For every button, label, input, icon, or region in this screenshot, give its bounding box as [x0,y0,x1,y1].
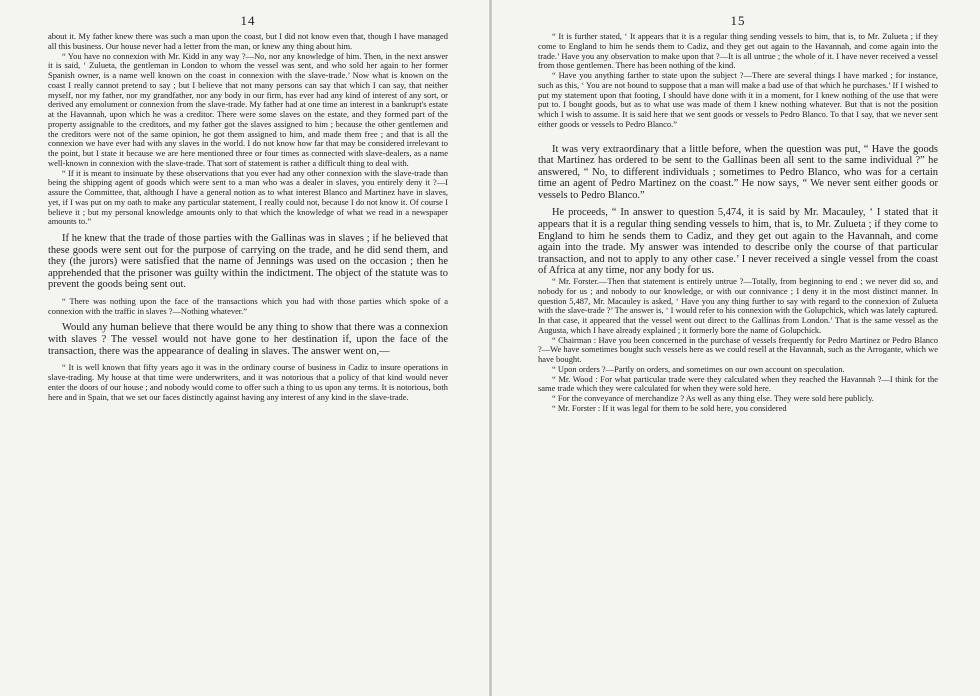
paragraph: “ Upon orders ?—Partly on orders, and sometimes on our own account on speculation. [552,363,845,374]
paragraph: “ It is further stated, ‘ It appears that it is a regular thing sending vessels to him, that is, to Mr. Zulueta ; if they come to England to him he sends them to Cadiz, and they get out again to the Havannah, and come again into the trade.’ Have you any observation to make upon that ?—It is all untrue ; the whole of it. I have never received a vessel from those gentlemen. There has been nothing of the kind. [538,31,938,71]
paragraph: “ Have you anything farther to state upon the subject ?—There are several things I have marked ; for instance, such as this, ‘ You are not bound to suppose that a man will make a bad use of that which he purchases.’ If I wished to put my statement upon that footing, I should have done with it in a moment, for I knew nothing of the use that were put to. I bought goods, but as to what use was made of them I knew nothing whatever. But that is not the position which I wish to assume. It is said here that we sent goods or vessels to Pedro Blanco. To that I say, that we never sent either goods or vessels to Pedro Blanco.” [538,70,938,129]
paragraph: “ It is well known that fifty years ago it was in the ordinary course of business in Cadiz to insure operations in slave-trading. My house at that time were underwriters, and it was notorious that a policy of that kind would never enter the doors of our house ; and nobody would come to offer such a thing to us upon any terms. It is notorious, both here and in Spain, that we set our faces distinctly against having any interest of any kind in the slave-trade. [48,362,448,402]
book-gutter [489,0,492,696]
paragraph: If he knew that the trade of those parties with the Gallinas was in slaves ; if he believed that these goods were sent out for the purpose of carrying on the trade, and he did send them, and they (the jurors) were satisfied that the name of Jennings was used on the occasion ; then he apprehended that the prisoner was guilty within the indictment. The object of the statute was to prevent the goods being sent out. [48,233,448,291]
page-number: 15 [730,14,746,28]
paragraph: “ Mr. Forster.—Then that statement is entirely untrue ?—Totally, from beginning to end ; we never did so, and nobody for us ; and nobody to our knowledge, or with our connivance ; I deny it in the most distinct manner. In question 5,487, Mr. Macauley is asked, ‘ Have you any thing further to say with regard to the connexion of Zulueta with the slave-trade ?’ The answer is, ‘ I would refer to his connexion with the Golupchick, which was lately captured. In that case, it appeared that the vessel went out direct to the Gallinas from London.’ That is the same vessel as the Augusta, which I have already explained ; it formerly bore the name of Golupchick. [538,276,938,335]
paragraph: “ Mr. Forster : If it was legal for them to be sold here, you considered [552,402,787,413]
paragraph: “ There was nothing upon the face of the transactions which you had with those parties which spoke of a connexion with the traffic in slaves ?—Nothing whatever.” [48,295,448,316]
paragraph: about it. My father knew there was such a man upon the coast, but I did not know even that, though I have managed all this business. Our house never had a letter from the man, or knew any thing about him. [48,31,448,51]
right-page [538,14,938,690]
paragraph: “ For the conveyance of merchandize ? As well as any thing else. They were sold here publicly. [552,393,874,404]
paragraph: Would any human believe that there would be any thing to show that there was a connexion with slaves ? The vessel would not have gone to her destination if, upon the face of the transaction, there was the appearance of dealing in slaves. The answer went on,— [48,322,448,357]
paragraph: “ Chairman : Have you been concerned in the purchase of vessels frequently for Pedro Martinez or Pedro Blanco ?—We have sometimes bought such vessels here as we could resell at the Havannah, such as the Arrogante, which we have bought. [538,334,938,365]
paragraph: “ Mr. Wood : For what particular trade were they calculated when they reached the Havannah ?—I think for the same trade which they were calculated for when they were sold here. [538,373,938,394]
paragraph: “ If it is meant to insinuate by these observations that you ever had any other connexion with the slave-trade than being the shipping agent of goods which were sent to a man who was a dealer in slaves, you entirely deny it ?—I assure the Committee, that, although I have a general notion as to what interest Blanco and Martinez have in slaves, yet, if I was put on my oath to make any particular statement, I really could not, because I do not know it. Of course I believe it ; but my personal knowledge amounts only to that which the knowledge of what we read in a newspaper amounts to.” [48,167,448,227]
paragraph: It was very extraordinary that a little before, when the question was put, “ Have the goods that Martinez has ordered to be sent to the Gallinas been all sent to the same individual ?” he answered, “ No, to different individuals ; sometimes to Pedro Blanco, who was for a certain time an agent of Pedro Martinez on the coast.” He now says, “ We never sent either goods or vessels to Pedro Blanco.” [538,143,938,201]
page-number: 14 [240,14,256,28]
paragraph: He proceeds, “ In answer to question 5,474, it is said by Mr. Macauley, ‘ I stated that it appears that it is a regular thing sending vessels to him, that is, to Mr. Zulueta ; if they come to England to him he sends them to Cadiz, and they get out again to the Havannah, and come again into the trade. My answer was intended to describe only the course of that particular transaction, and not to apply to any other case.’ I never received a single vessel from the coast of Africa at any time, nor any body for us. [538,207,938,277]
left-page [48,14,448,690]
paragraph: “ You have no connexion with Mr. Kidd in any way ?—No, nor any knowledge of him. Then, in the next answer it is said, ‘ Zulueta, the gentleman in London to whom the vessel was sent, and who sold her again to her former Spanish owner, is a name well known on the coast in connexion with the slave-trade.’ Now what is known on the coast I really cannot pretend to say ; but I believe that not many persons can say that which I can say, that neither myself, nor my father, nor my grandfather, nor any body in our firm, has ever had any kind of interest of any sort, or derived any emolument or connexion from the slave-trade. My father had at one time an interest in a bankrupt's estate at the Havannah, upon which he was a creditor. There were some slaves on the estate, and they formed part of the property assignable to the creditors, and my father got the slaves assigned to him ; because the other gentlemen and the creditors were not of the same opinion, he got them assigned to him, and made them free ; and that is all the connexion we have ever had with any slaves in the world. I do not know how far that may be considered irrelevant to the point, but I state it because we are here mentioned three or four times as connected with slave-dealers, as a name well-known in connexion with the slave-trade. That sort of statement is rather a difficult thing to deal with. [48,50,448,168]
